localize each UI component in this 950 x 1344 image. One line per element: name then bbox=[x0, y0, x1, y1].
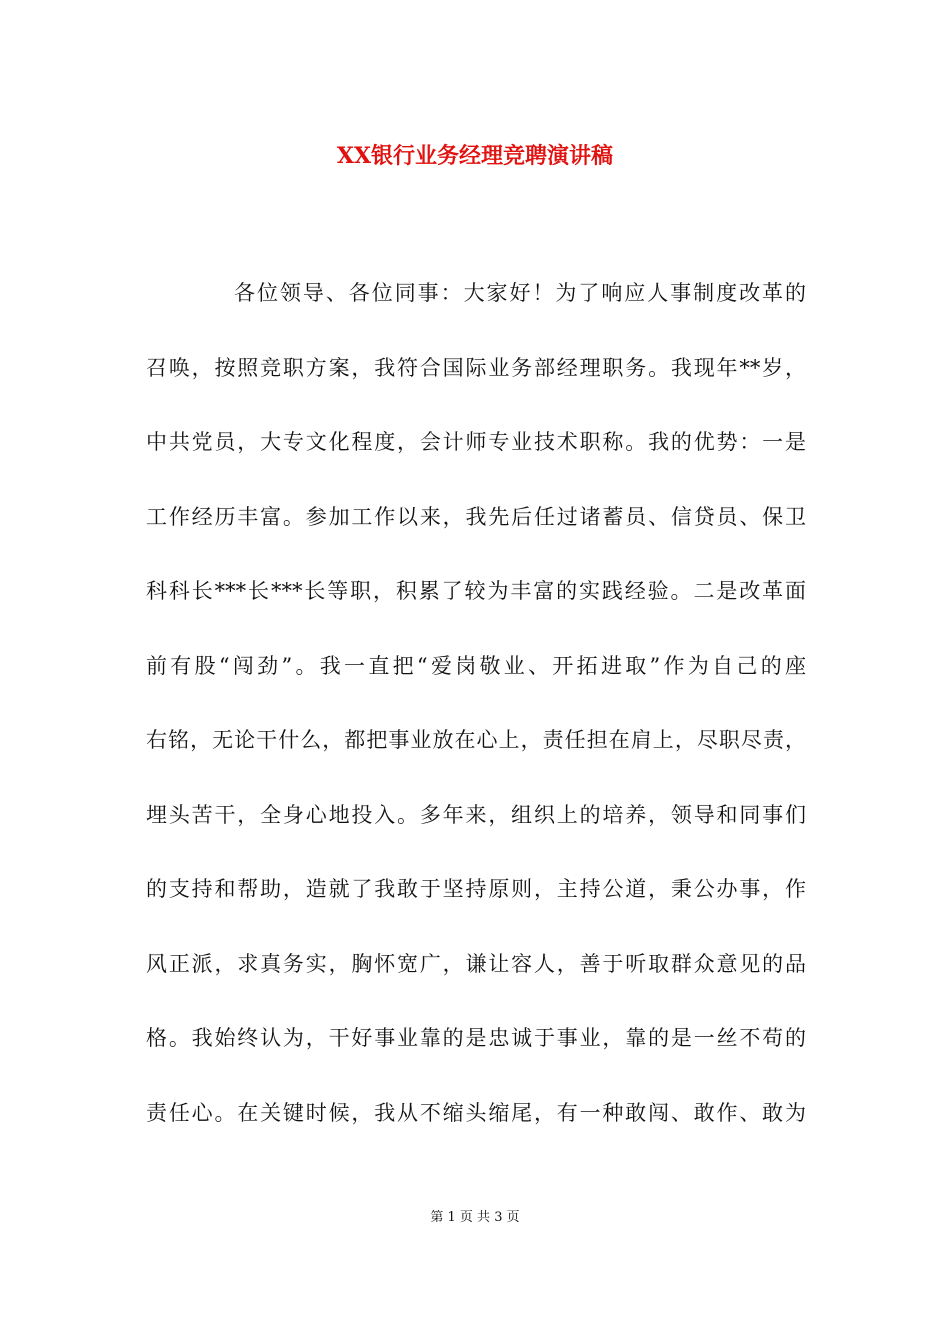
document-title: XX银行业务经理竞聘演讲稿 bbox=[336, 143, 614, 169]
body-line: 工作经历丰富。参加工作以来，我先后任过诸蓄员、信贷员、保卫 bbox=[146, 504, 806, 529]
page-number-footer: 第 1 页 共 3 页 bbox=[430, 1210, 520, 1225]
body-line: 埋头苦干，全身心地投入。多年来，组织上的培养，领导和同事们 bbox=[146, 802, 806, 827]
body-line: 中共党员，大专文化程度，会计师专业技术职称。我的优势：一是 bbox=[146, 430, 806, 454]
body-line: 各位领导、各位同事：大家好！为了响应人事制度改革的 bbox=[234, 281, 806, 305]
body-line: 格。我始终认为，干好事业靠的是忠诚于事业，靠的是一丝不苟的 bbox=[146, 1026, 806, 1050]
body-line: 召唤，按照竞职方案，我符合国际业务部经理职务。我现年**岁， bbox=[146, 355, 806, 380]
body-line: 科科长***长***长等职，积累了较为丰富的实践经验。二是改革面 bbox=[146, 579, 806, 603]
body-line: 责任心。在关键时候，我从不缩头缩尾，有一种敢闯、敢作、敢为 bbox=[146, 1100, 806, 1125]
body-line: 右铭，无论干什么，都把事业放在心上，责任担在肩上，尽职尽责， bbox=[146, 728, 806, 752]
body-line: 的支持和帮助，造就了我敢于坚持原则，主持公道，秉公办事，作 bbox=[146, 877, 806, 901]
document-body bbox=[146, 275, 806, 1169]
body-line: 前有股“闯劲”。我一直把“爱岗敬业、开拓进取”作为自己的座 bbox=[146, 653, 806, 678]
body-line: 风正派，求真务实，胸怀宽广，谦让容人，善于听取群众意见的品 bbox=[146, 951, 806, 976]
